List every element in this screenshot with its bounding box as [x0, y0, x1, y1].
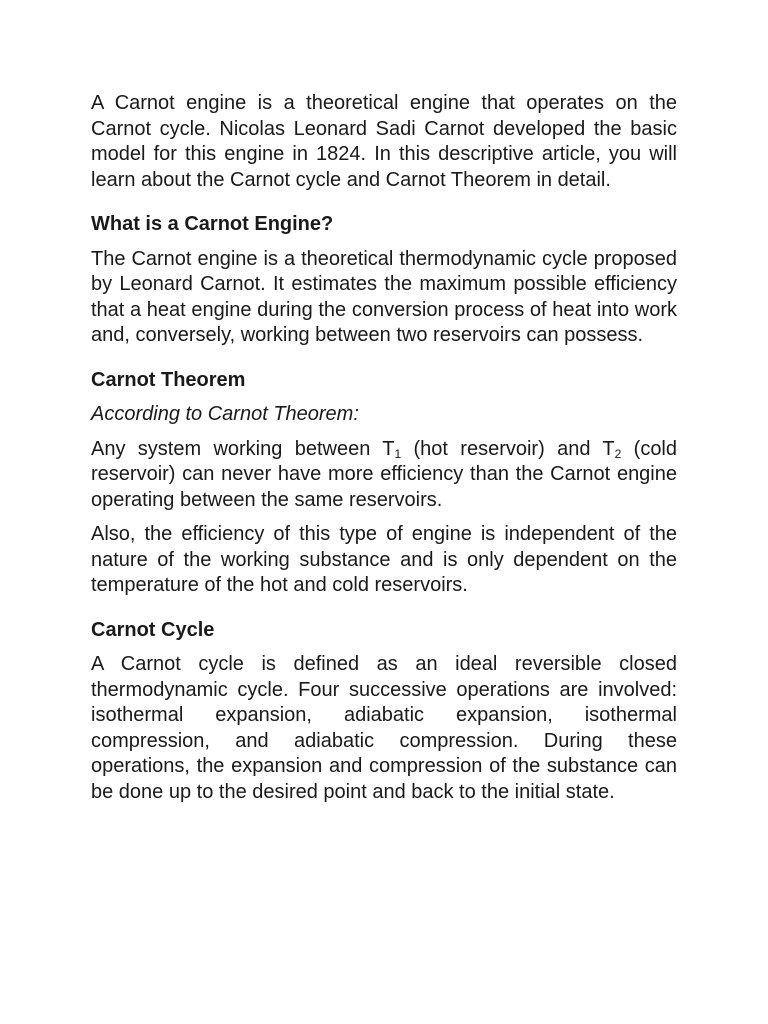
intro-paragraph: A Carnot engine is a theoretical engine that operates on the Carnot cycle. Nicolas Leonard Sadi Carnot developed the basic model for this engine in 1824. In this descriptive article, you will learn about the Carnot cycle and Carnot Theorem in detail.	[91, 92, 677, 191]
theorem-intro-text: According to Carnot Theorem:	[91, 403, 359, 425]
document-page	[91, 91, 677, 805]
theorem-statement-part3: (cold reservoir) can never have more efficiency than the Carnot engine operating between the same reservoirs.	[91, 437, 678, 511]
carnot-engine-heading: What is a Carnot Engine?	[91, 213, 334, 235]
carnot-theorem-heading: Carnot Theorem	[91, 368, 246, 391]
theorem-also-paragraph: Also, the efficiency of this type of engine is independent of the nature of the working substance and is only dependent on the temperature of the hot and cold reservoirs.	[91, 523, 677, 596]
carnot-engine-paragraph: The Carnot engine is a theoretical thermodynamic cycle proposed by Leonard Carnot. It estimates the maximum possible efficiency that a heat engine during the conversion process of heat into work and, conversely, working between two reservoirs can possess.	[91, 247, 677, 346]
theorem-statement-paragraph	[91, 437, 677, 514]
carnot-cycle-heading: Carnot Cycle	[91, 618, 215, 641]
temperature-subscript-2: 2	[614, 446, 622, 461]
theorem-statement-part1: Any system working between T	[91, 437, 395, 460]
temperature-subscript-1: 1	[394, 446, 402, 461]
carnot-cycle-paragraph: A Carnot cycle is defined as an ideal reversible closed thermodynamic cycle. Four successive operations are involved: isothermal expansion, adiabatic expansion, isothermal compression, and adiabatic compression. During these operations, the expansion and compression of the substance can be done up to the desired point and back to the initial state.	[91, 653, 677, 803]
theorem-statement-part2: (hot reservoir) and T	[401, 437, 615, 460]
